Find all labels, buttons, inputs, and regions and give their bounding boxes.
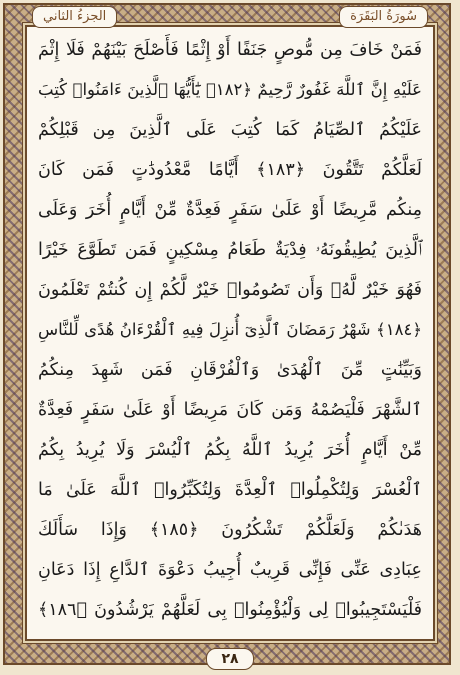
text-line: ﴿١٨٤﴾ شَهْرُ رَمَضَانَ ٱلَّذِىٓ أُنزِلَ فِيهِ ٱلْقُرْءَانُ هُدًى لِّلنَّاسِ xyxy=(38,320,422,339)
text-line: هَدَىٰكُمْ وَلَعَلَّكُمْ تَشْكُرُونَ ﴿١٨٥﴾ وَإِذَا سَأَلَكَ xyxy=(38,520,422,540)
text-line: ٱلشَّهْرَ فَلْيَصُمْهُ وَمَن كَانَ مَرِيضًا أَوْ عَلَىٰ سَفَرٍ فَعِدَّةٌ xyxy=(38,400,422,420)
text-line: مِنكُم مَّرِيضًا أَوْ عَلَىٰ سَفَرٍ فَعِدَّةٌ مِّنْ أَيَّامٍ أُخَرَ وَعَلَى xyxy=(38,200,422,220)
quran-text xyxy=(30,30,430,630)
page-header xyxy=(32,5,428,29)
surah-title: سُورَةُ البَقَرَة xyxy=(339,6,428,28)
text-line: مِّنْ أَيَّامٍ أُخَرَ يُرِيدُ ٱللَّهُ بِكُمُ ٱلْيُسْرَ وَلَا يُرِيدُ بِكُمُ xyxy=(38,440,422,460)
text-line: ٱلَّذِينَ يُطِيقُونَهُۥ فِدْيَةٌ طَعَامُ مِسْكِينٍ فَمَن تَطَوَّعَ خَيْرًا xyxy=(38,240,422,260)
text-line: فَهُوَ خَيْرٌ لَّهُۥ وَأَن تَصُومُوا۟ خَيْرٌ لَّكُمْ إِن كُنتُمْ تَعْلَمُونَ xyxy=(38,280,422,300)
text-line: فَلْيَسْتَجِيبُوا۟ لِى وَلْيُؤْمِنُوا۟ بِى لَعَلَّهُمْ يَرْشُدُونَ ﴿١٨٦﴾ xyxy=(38,600,422,620)
text-line: وَبَيِّنَٰتٍ مِّنَ ٱلْهُدَىٰ وَٱلْفُرْقَانِ فَمَن شَهِدَ مِنكُمُ xyxy=(38,360,422,380)
text-line: لَعَلَّكُمْ تَتَّقُونَ ﴿١٨٣﴾ أَيَّامًا مَّعْدُودَٰتٍ فَمَن كَانَ xyxy=(38,160,422,180)
text-line: عَلَيْكُمُ ٱلصِّيَامُ كَمَا كُتِبَ عَلَى ٱلَّذِينَ مِن قَبْلِكُمْ xyxy=(38,120,422,140)
text-line: عَلَيْهِ إِنَّ ٱللَّهَ غَفُورٌ رَّحِيمٌ ﴿١٨٢﴾ يَٰٓأَيُّهَا ٱلَّذِينَ ءَامَنُوا۟ كُتِبَ xyxy=(38,80,422,99)
text-line: عِبَادِى عَنِّى فَإِنِّى قَرِيبٌ أُجِيبُ دَعْوَةَ ٱلدَّاعِ إِذَا دَعَانِ xyxy=(38,560,422,580)
juz-title: الجزءُ الثاني xyxy=(32,6,117,28)
text-line: فَمَنْ خَافَ مِن مُّوصٍ جَنَفًا أَوْ إِثْمًا فَأَصْلَحَ بَيْنَهُمْ فَلَا إِثْمَ xyxy=(38,40,422,60)
text-line: ٱلْعُسْرَ وَلِتُكْمِلُوا۟ ٱلْعِدَّةَ وَلِتُكَبِّرُوا۟ ٱللَّهَ عَلَىٰ مَا xyxy=(38,480,422,500)
page-footer xyxy=(0,646,460,672)
page-number: ٢٨ xyxy=(206,648,253,670)
